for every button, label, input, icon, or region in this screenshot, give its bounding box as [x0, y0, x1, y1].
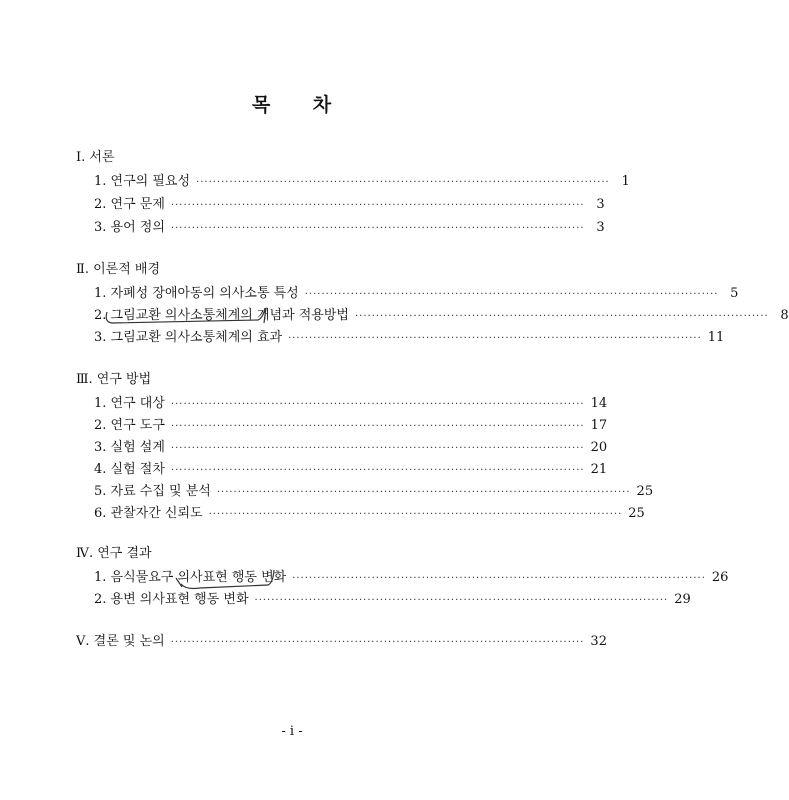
toc-entry[interactable]: [94, 462, 608, 479]
toc-entry-page: 8: [780, 308, 789, 323]
toc-entry-label: 6. 관찰자간 신뢰도: [94, 506, 203, 521]
toc-entry[interactable]: [94, 484, 654, 501]
toc-entry-label: 2. 그림교환 의사소통체계의 개념과 적용방법: [94, 308, 349, 323]
toc-entry[interactable]: [94, 440, 608, 457]
toc-entry[interactable]: [94, 330, 725, 347]
dot-leader: ···································································································: [170, 200, 585, 211]
toc-entry-page: 3: [596, 220, 605, 235]
toc-entry-label: 3. 용어 정의: [94, 220, 165, 235]
toc-entry-page: 17: [590, 418, 608, 433]
toc-entry-chapter-5[interactable]: [76, 634, 607, 651]
dot-leader: ···································································································: [196, 177, 610, 188]
toc-entry-label: 3. 그림교환 의사소통체계의 효과: [94, 330, 283, 345]
toc-entry-page: 32: [590, 634, 607, 649]
toc-entry[interactable]: [94, 396, 608, 413]
chapter-4-heading: Ⅳ. 연구 결과: [76, 546, 152, 561]
toc-entry-page: 11: [707, 330, 725, 345]
dot-leader: ···································································································: [216, 487, 631, 498]
dot-leader: ···································································································: [254, 595, 669, 606]
toc-entry-label: 3. 실험 설계: [94, 440, 165, 455]
toc-entry-page: 25: [636, 484, 654, 499]
dot-leader: ···································································································: [170, 421, 585, 432]
toc-entry-page: 21: [590, 462, 608, 477]
toc-entry-label: 2. 연구 도구: [94, 418, 165, 433]
toc-entry-page: 14: [590, 396, 608, 411]
toc-entry-page: 5: [730, 286, 739, 301]
toc-entry-page: 3: [596, 197, 605, 212]
toc-entry[interactable]: [94, 197, 605, 214]
toc-entry[interactable]: [94, 418, 608, 435]
dot-leader: ···································································································: [170, 399, 585, 410]
dot-leader: ···································································································: [170, 637, 585, 648]
toc-entry[interactable]: [94, 506, 645, 523]
toc-entry-label: 2. 용변 의사표현 행동 변화: [94, 592, 249, 607]
toc-entry[interactable]: [94, 592, 691, 609]
dot-leader: ···································································································: [170, 443, 585, 454]
toc-entry-label: 1. 연구의 필요성: [94, 174, 191, 189]
toc-entry-label: 1. 음식물요구 의사표현 행동 변화: [94, 570, 287, 585]
dot-leader: ···································································································: [208, 509, 623, 520]
toc-entry-label: 4. 실험 절차: [94, 462, 165, 477]
toc-entry-page: 1: [621, 174, 630, 189]
dot-leader: ···································································································: [292, 573, 706, 584]
dot-leader: ···································································································: [354, 311, 769, 322]
toc-entry-label: 1. 연구 대상: [94, 396, 165, 411]
toc-entry-page: 25: [628, 506, 645, 521]
toc-entry-page: 26: [711, 570, 729, 585]
dot-leader: ···································································································: [170, 223, 585, 234]
chapter-1-heading: Ⅰ. 서론: [76, 150, 115, 165]
toc-entry[interactable]: [94, 570, 729, 587]
dot-leader: ···································································································: [288, 333, 702, 344]
chapter-3-heading: Ⅲ. 연구 방법: [76, 372, 152, 387]
toc-entry-page: 20: [590, 440, 608, 455]
dot-leader: ···································································································: [170, 465, 585, 476]
toc-entry[interactable]: [94, 220, 605, 237]
dot-leader: ···································································································: [304, 289, 719, 300]
toc-entry-label: 2. 연구 문제: [94, 197, 165, 212]
toc-entry[interactable]: [94, 174, 630, 191]
toc-entry-label: 5. 자료 수집 및 분석: [94, 484, 211, 499]
toc-entry[interactable]: [94, 308, 789, 325]
page-title: 목 차: [251, 94, 333, 116]
chapter-2-heading: Ⅱ. 이론적 배경: [76, 262, 161, 277]
toc-entry[interactable]: [94, 286, 739, 303]
toc-entry-label: 1. 자폐성 장애아동의 의사소통 특성: [94, 286, 299, 301]
page-number-footer: - i -: [281, 724, 303, 739]
toc-entry-page: 29: [674, 592, 691, 607]
chapter-5-heading: Ⅴ. 결론 및 논의: [76, 634, 165, 649]
